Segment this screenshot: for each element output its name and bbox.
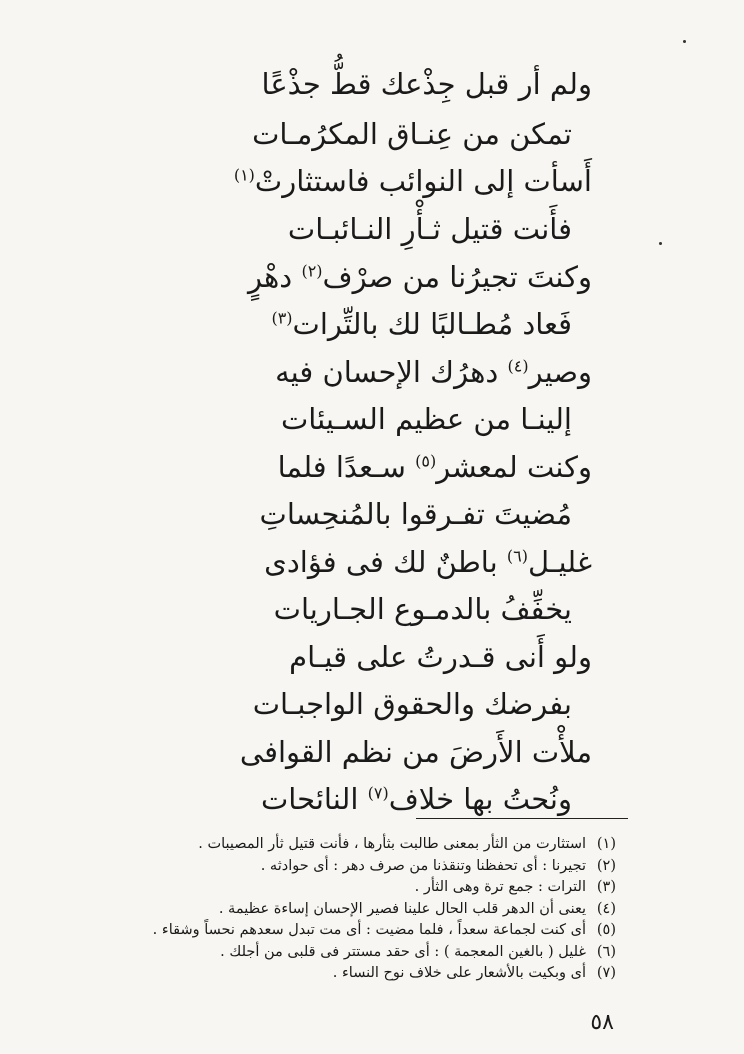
verse-second-hemistich [252, 117, 572, 151]
verse-first-hemistich [233, 164, 592, 198]
verse-text: إلينـا من عظيم السـيئات [280, 402, 572, 436]
footnote-number: (٧) [596, 965, 616, 981]
verse-text-continued: سـعدًا فلما [277, 450, 416, 484]
scan-speck [659, 242, 662, 245]
footnote-text: غليل ( بالغين المعجمة ) : أى حقد مستتر فى قلبى من أجلك . [220, 943, 586, 960]
verse-text-continued: دهرُك الإحسان فيه [275, 355, 508, 389]
footnote-marker: (٤) [507, 356, 529, 376]
verse-text: بفرضك والحقوق الواجبـات [252, 687, 572, 721]
footnote-item [146, 877, 616, 899]
footnote-number: (٤) [596, 900, 616, 917]
footnote-item [146, 834, 616, 856]
footnote-text: الترات : جمع ترة وهى الثأر . [414, 879, 586, 895]
verse-text: وكنتَ تجيرُنا من صرْف [322, 260, 592, 294]
footnote-text: استثارت من الثأر بمعنى طالبت بثأرها ، فأنت قتيل ثأر المصيبات . [198, 836, 586, 852]
footnote-marker: (٧) [367, 783, 389, 803]
verse-text: تمكن من عِنـاق المكرُمـات [252, 117, 572, 151]
footnote-text: تجيرنا : أى تحفظنا وتنقذنا من صرف دهر : أى حوادثه . [260, 857, 586, 874]
verse-second-hemistich [280, 402, 572, 436]
footnote-item [146, 942, 616, 964]
footnote-number: (٢) [596, 857, 616, 874]
footnote-marker: (٢) [301, 261, 323, 281]
footnote-item [146, 963, 616, 985]
verse-text: ولم أر قبل جِذْعك قطُّ جذْعًا [261, 67, 592, 101]
verse-text-continued: النائحات [260, 782, 368, 816]
footnote-text: أى وبكيت بالأشعار على خلاف نوح النساء . [332, 965, 586, 981]
footnote-number: (٣) [596, 879, 616, 895]
verse-second-hemistich [287, 212, 572, 246]
verse-text: أَسأت إلى النوائب فاستثارتْ [254, 164, 592, 198]
verse-text: وصير [528, 355, 592, 389]
verse-text: ملأْت الأَرضَ من نظم القوافى [239, 735, 592, 769]
verse-second-hemistich [259, 497, 572, 531]
page-number: ٥٨ [590, 1010, 614, 1035]
footnote-text: يعنى أن الدهر قلب الحال علينا فصير الإحسان إساءة عظيمة . [218, 900, 586, 917]
verse-first-hemistich [264, 545, 592, 579]
footnote-item [146, 856, 616, 878]
verse-first-hemistich [289, 640, 592, 674]
verse-first-hemistich [239, 735, 592, 769]
verse-text: ولو أَنى قـدرتُ على قيـام [289, 640, 592, 674]
verse-first-hemistich [248, 260, 592, 294]
footnote-marker: (٦) [506, 546, 529, 566]
verse-first-hemistich [275, 355, 592, 389]
verse-text-continued: دهْرٍ [248, 260, 302, 294]
verse-text: ونُحتُ بها خلاف [388, 782, 572, 816]
verse-text: وكنت لمعشر [436, 450, 592, 484]
verse-text: فَعاد مُطـالبًا لك بالتِّرات [292, 307, 572, 341]
footnote-marker: (٣) [271, 308, 293, 328]
verse-text: فأَنت قتيل ثـأْرِ النـائبـات [287, 212, 572, 246]
scan-speck [683, 40, 686, 43]
footnote-item [146, 899, 616, 921]
footnote-number: (٦) [596, 943, 616, 960]
footnotes [146, 834, 616, 985]
verse-second-hemistich [273, 592, 572, 626]
footnote-text: أى كنت لجماعة سعداً ، فلما مضيت : أى مت تبدل سعدهم نحساً وشقاء . [152, 922, 586, 938]
footnote-number: (٥) [596, 922, 616, 938]
verse-text: يخفِّفُ بالدمـوع الجـاريات [273, 592, 572, 626]
verse-first-hemistich [261, 67, 592, 101]
footnote-separator [416, 818, 628, 819]
footnote-number: (١) [596, 836, 616, 852]
verse-text-continued: باطنٌ لك فى فؤادى [264, 545, 507, 579]
verse-second-hemistich [260, 782, 572, 816]
footnote-item [146, 920, 616, 942]
footnote-marker: (١) [233, 165, 255, 185]
verse-text: غليـل [528, 545, 592, 579]
footnote-marker: (٥) [415, 451, 437, 471]
verse-second-hemistich [252, 687, 572, 721]
verse-first-hemistich [277, 450, 592, 484]
verse-text: مُضيتَ تفـرقوا بالمُنحِساتِ [259, 497, 572, 531]
verse-second-hemistich [271, 307, 572, 341]
